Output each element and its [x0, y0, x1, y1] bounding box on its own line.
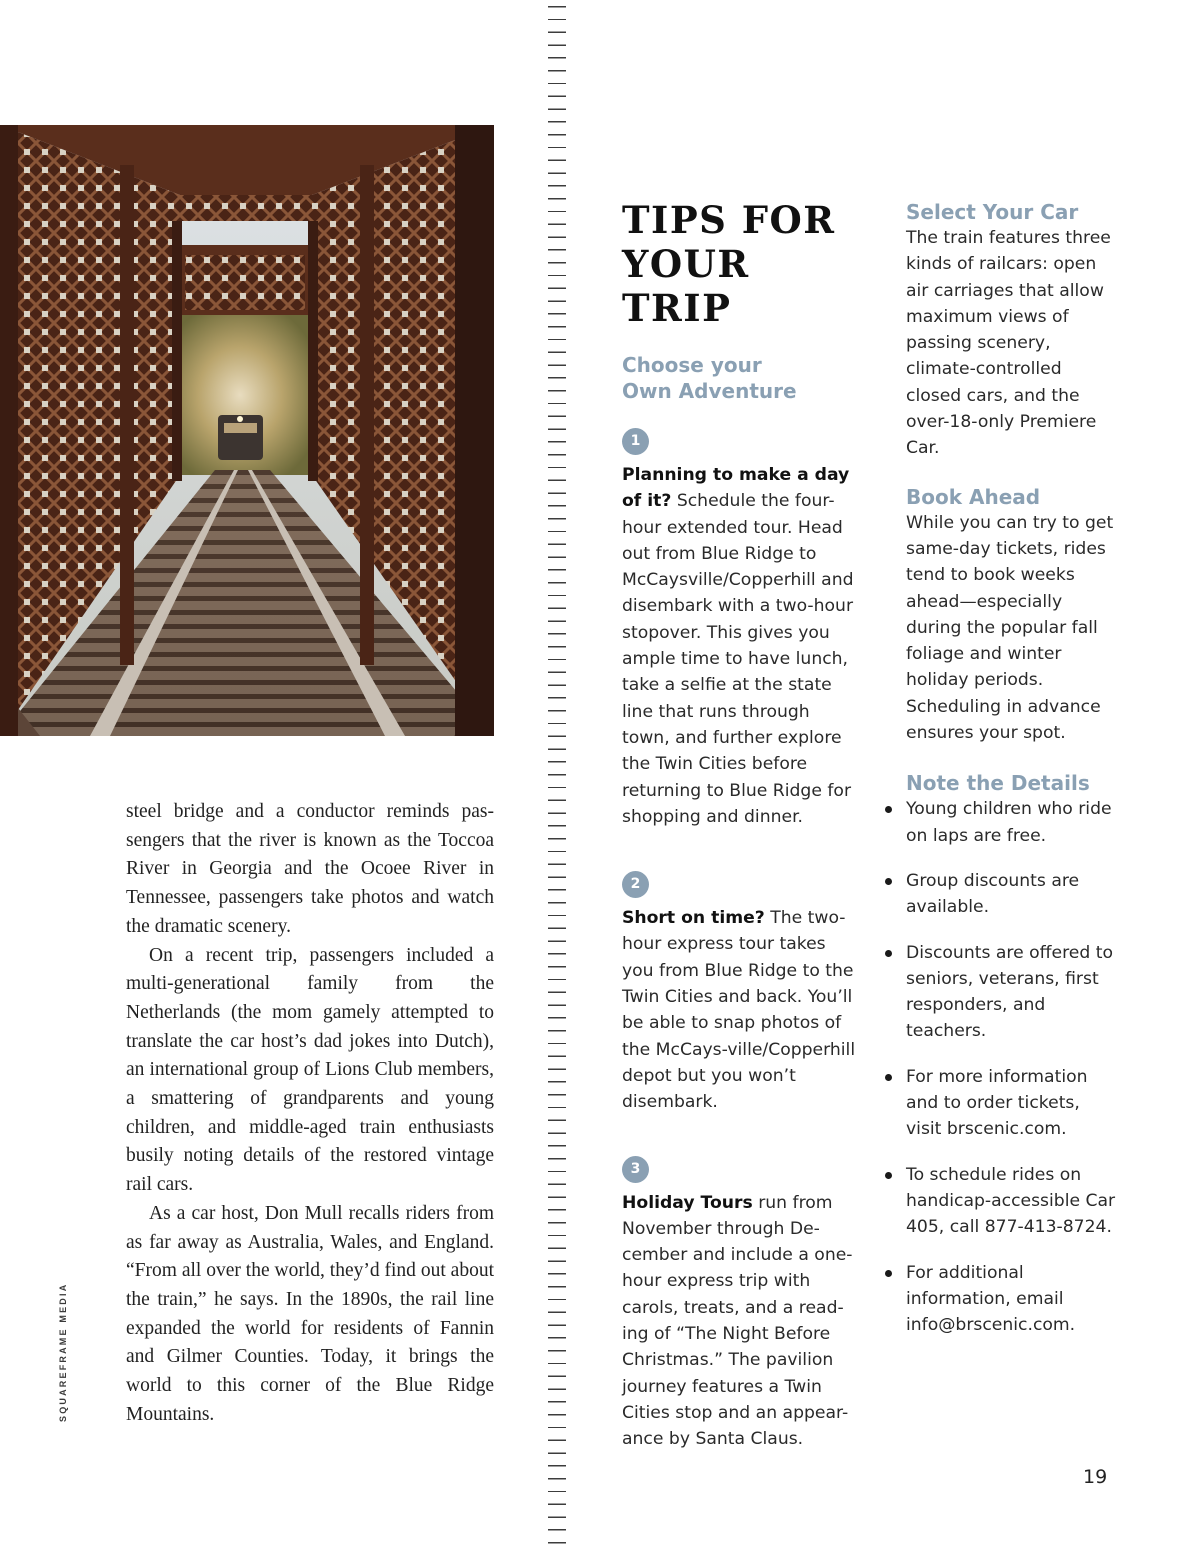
tip-lead: Holiday Tours [622, 1192, 753, 1213]
tips-subheading: Choose your Own Adventure [622, 353, 797, 403]
tip-text: run from November through De-cember and include a one-hour express trip with carols, treats, and a read-ing of “The Night Before Christmas.” The pavilion journey features a Twin Cities stop and an appear-ance by Santa Claus. [622, 1192, 853, 1450]
article-paragraph: As a car host, Don Mull recalls riders from as far away as Australia, Wales, and England. “From all over the world, they’d find out about the train,” he says. In the 1890s, the rail line expanded the world for residents of Fannin and Gilmer Counties. Today, it brings the world to this corner of the Blue Ridge Mountains. [126, 1202, 494, 1425]
tip-text: Schedule the four-hour extended tour. Head out from Blue Ridge to McCaysville/Copperhill and disembark with a two-hour stopover. This gives you ample time to have lunch, take a selfie at the state line that runs through town, and further explore the Twin Cities before returning to Blue Ridge for shopping and dinner. [622, 491, 854, 827]
tip-number-badge: 1 [622, 428, 649, 455]
details-heading: Note the Details [906, 771, 1090, 796]
list-item: To schedule rides on handicap-accessible Car 405, call 877-413-8724. [906, 1162, 1116, 1241]
details-list [906, 796, 1116, 1338]
list-item: For more information and to order tickets, visit brscenic.com. [906, 1064, 1116, 1143]
tip-lead: Planning to make a day of it? [622, 465, 850, 512]
article-body [126, 798, 494, 1429]
tip-number-badge: 3 [622, 1156, 649, 1183]
article-paragraph: On a recent trip, passengers included a multi-generational family from the Netherlands (the mom gamely attempted to translate the car host’s dad jokes into Dutch), an international group of Lions Club members, a smattering of grandparents and young children, and middle-aged train enthusiasts busily noting details of the restored vintage rail cars. [126, 944, 494, 1196]
tip-item [622, 428, 862, 830]
tips-column [622, 196, 862, 1453]
tip-item [622, 1156, 862, 1453]
select-car-text: The train features three kinds of railcars: open air carriages that allow maximum views of passing scenery, climate-controlled closed cars, and the over-18-only Premiere Car. [906, 228, 1111, 459]
tip-lead: Short on time? [622, 908, 765, 929]
page-number: 19 [1083, 1466, 1108, 1488]
book-ahead-text: While you can try to get same-day tickets, rides tend to book weeks ahead—especially during the popular fall foliage and winter holiday periods. Scheduling in advance ensures your spot. [906, 512, 1114, 744]
list-item: Young children who ride on laps are free. [906, 796, 1116, 849]
article-paragraph: steel bridge and a conductor reminds passengers that the river is known as the Toccoa River in Georgia and the Ocoee River in Tennessee, passengers take photos and watch the dramatic scenery. [126, 801, 494, 937]
select-car-heading: Select Your Car [906, 200, 1079, 224]
list-item: For additional information, email info@brscenic.com. [906, 1260, 1116, 1339]
photo-credit: SQUAREFRAME MEDIA [58, 1282, 68, 1422]
tip-text: The two-hour express tour takes you from Blue Ridge to the Twin Cities and back. You’ll be able to snap photos of the McCays-ville/Copperhill depot but you won’t disembark. [622, 908, 856, 1113]
list-item: Group discounts are available. [906, 868, 1116, 921]
book-ahead-heading: Book Ahead [906, 484, 1041, 509]
list-item: Discounts are offered to seniors, veterans, first responders, and teachers. [906, 940, 1116, 1045]
column-divider-rail [548, 0, 566, 1544]
info-column [906, 199, 1116, 1357]
tip-number-badge: 2 [622, 871, 649, 898]
railroad-bridge-photo [0, 125, 494, 736]
tips-title: TIPS FOR YOUR TRIP [622, 198, 836, 330]
bridge-train-photo [0, 125, 494, 736]
tip-item [622, 871, 862, 1115]
